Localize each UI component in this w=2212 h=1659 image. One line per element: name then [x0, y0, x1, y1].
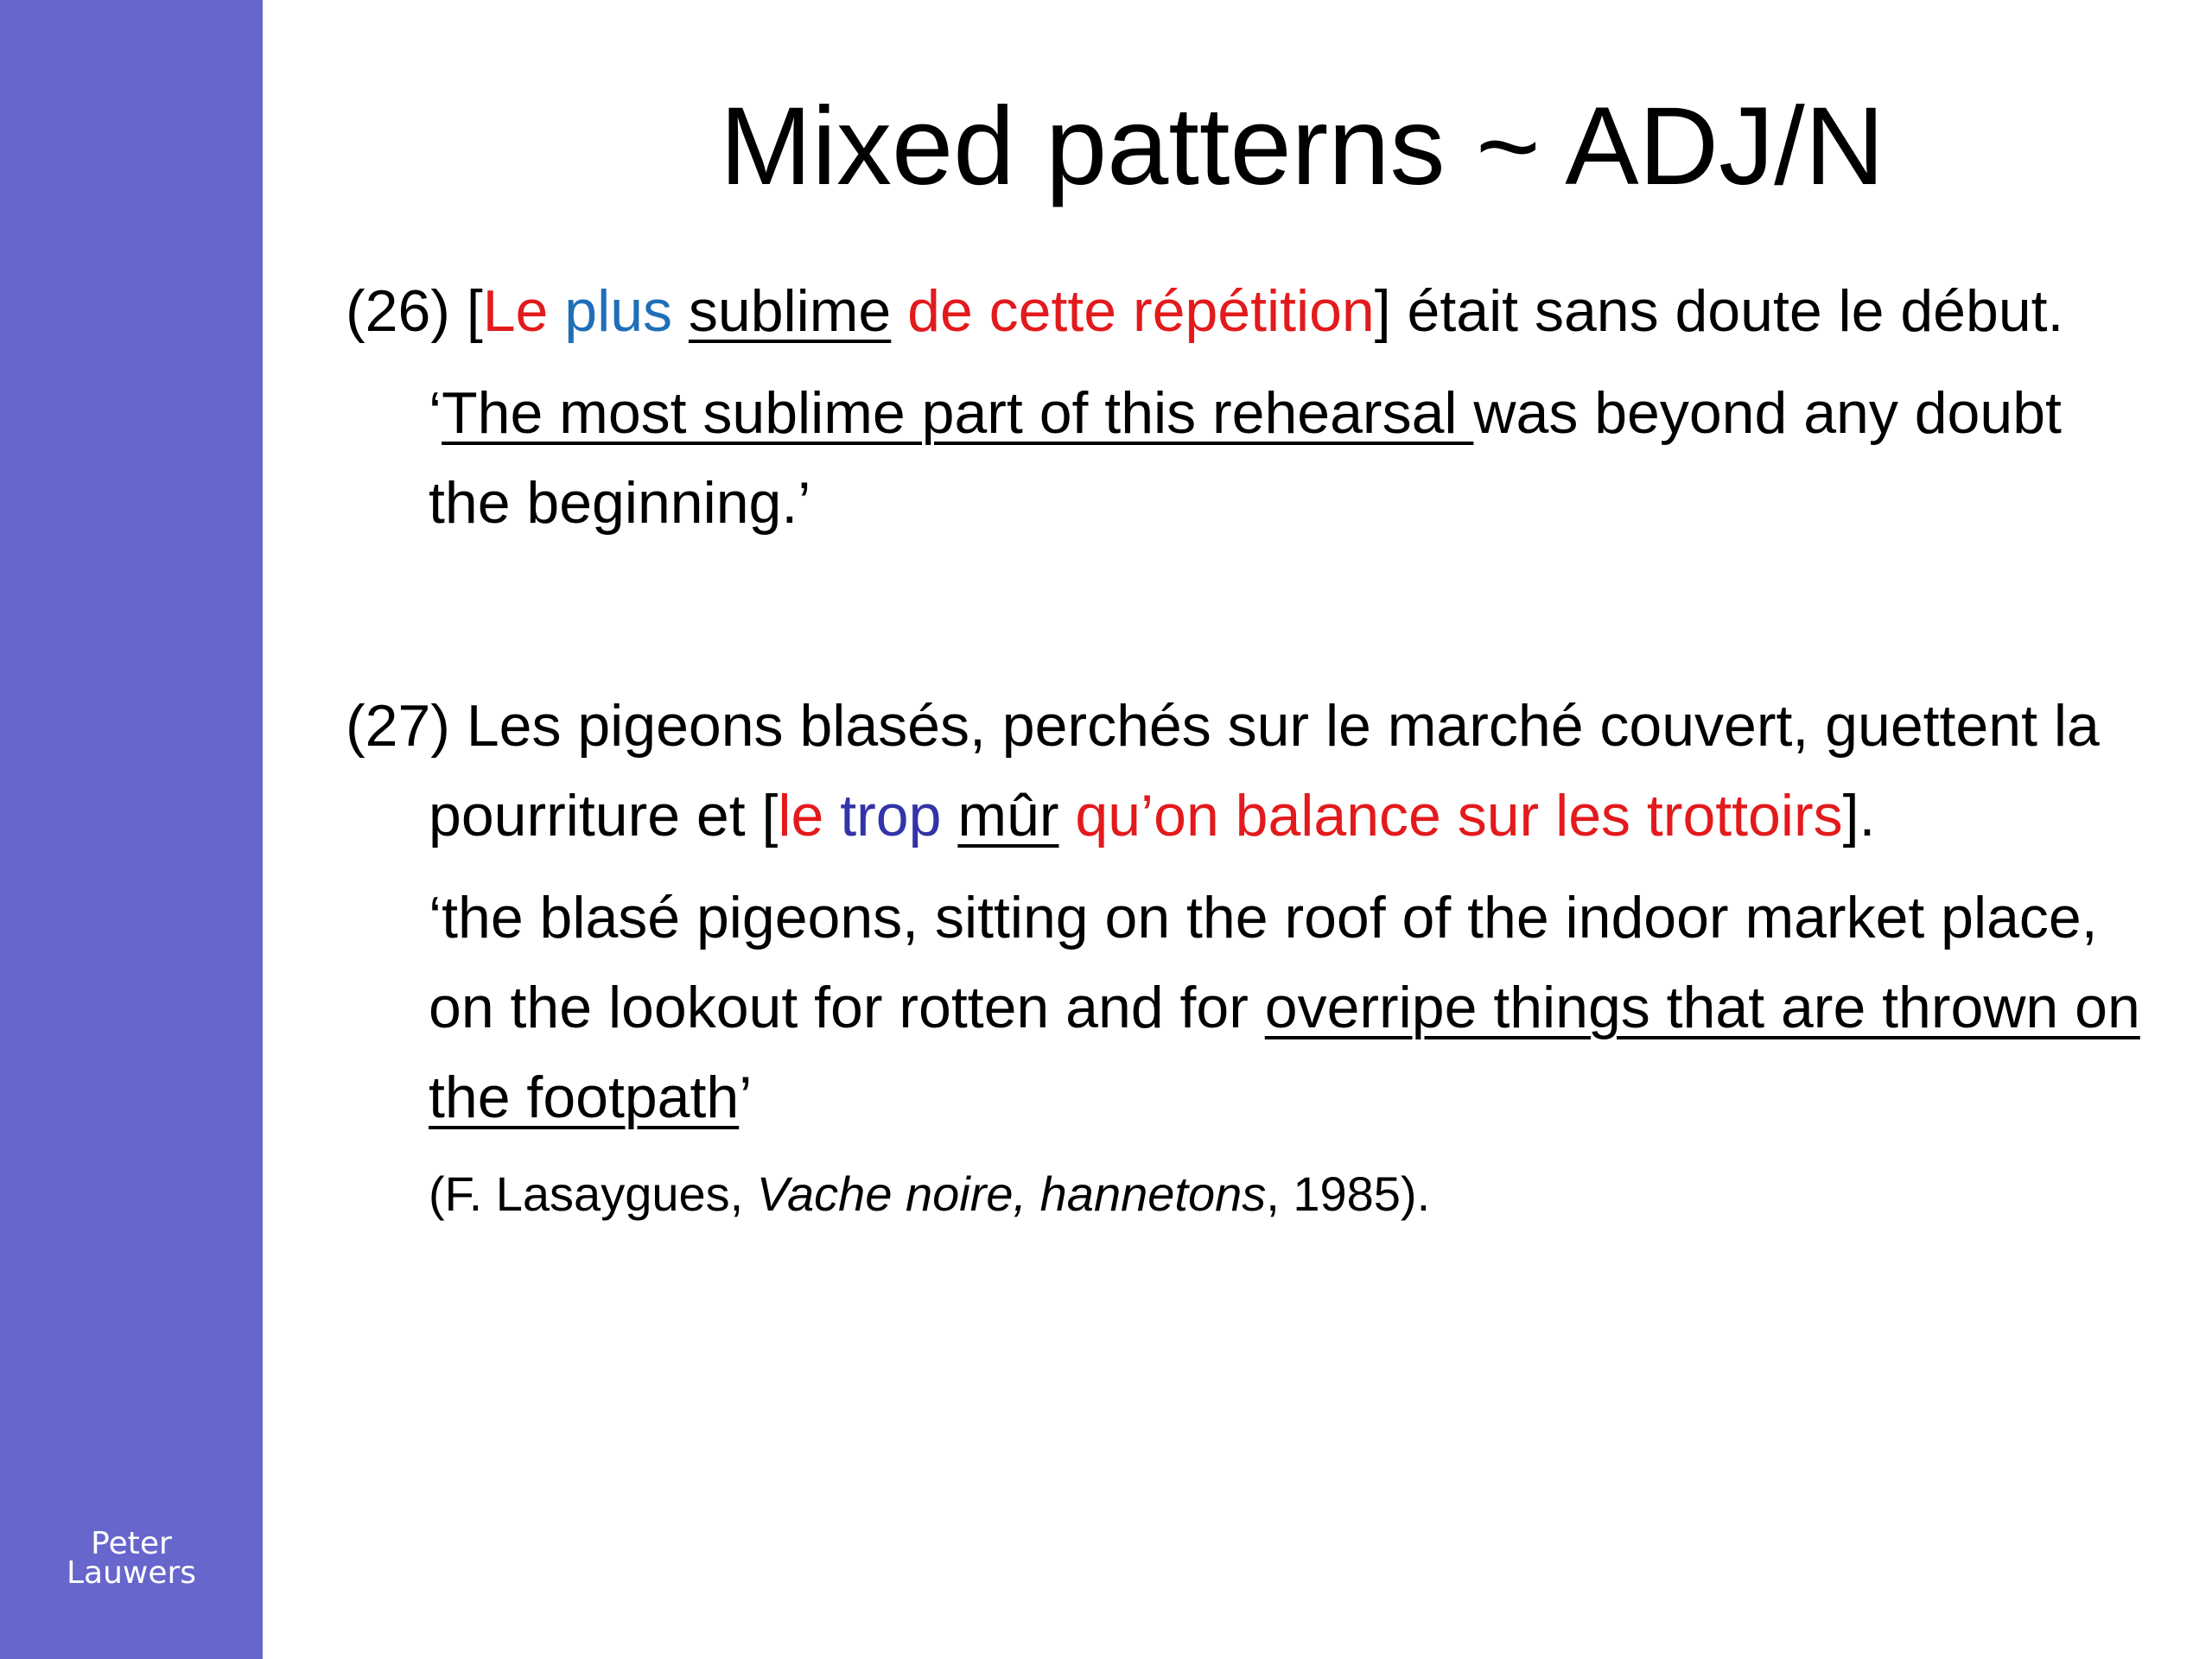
- slide-body: [346, 266, 2143, 1229]
- space: [672, 278, 689, 344]
- source-year: , 1985).: [1266, 1166, 1431, 1221]
- quote-open: ‘: [429, 380, 442, 446]
- space: [548, 278, 564, 344]
- space: [1058, 783, 1075, 849]
- source-author: (F. Lasaygues,: [429, 1166, 757, 1221]
- example-26-gloss-underlined: The most sublime part of this rehearsal: [442, 380, 1474, 446]
- example-27-relative-clause: qu’on balance sur les trottoirs: [1075, 783, 1843, 849]
- example-26-gloss: [346, 368, 2143, 548]
- example-27-rest: ].: [1842, 783, 1876, 849]
- example-27-label: (27) Les pigeons blasés, perchés sur le marché couvert, guettent la pourriture et [: [346, 693, 2100, 849]
- slide-title: Mixed patterns ~ ADJ/N: [719, 85, 1885, 208]
- space: [941, 783, 957, 849]
- author-credit: [0, 1526, 263, 1591]
- example-27-gloss-start: ‘the blasé pigeons, sitting on the roof of the indoor market place, on the lookout for rotten and for: [429, 885, 2098, 1040]
- space: [823, 783, 840, 849]
- example-27-source: [346, 1160, 2143, 1229]
- sidebar: [0, 0, 263, 1659]
- example-27-gloss: [346, 873, 2143, 1142]
- author-last-name: Lauwers: [66, 1555, 197, 1591]
- example-27-determiner: le: [778, 783, 824, 849]
- example-26-adjective: sublime: [688, 278, 892, 344]
- example-26-determiner: Le: [482, 278, 549, 344]
- space: [891, 278, 907, 344]
- example-26-degree: plus: [564, 278, 673, 344]
- example-27-sentence: [346, 681, 2143, 861]
- example-26-label: (26) [: [346, 278, 483, 344]
- example-26-sentence: [346, 266, 2143, 356]
- author-first-name: Peter: [91, 1526, 172, 1561]
- spacer: [346, 548, 2143, 681]
- example-27-gloss-underlined: overripe things that are thrown on the footpath: [429, 975, 2140, 1130]
- example-27-degree: trop: [840, 783, 942, 849]
- example-27-adjective: mûr: [957, 783, 1059, 849]
- example-26-complement: de cette répétition: [907, 278, 1375, 344]
- example-26-gloss-rest: was beyond any doubt the beginning.’: [429, 380, 2062, 536]
- quote-close: ’: [739, 1065, 753, 1130]
- source-title: Vache noire, hannetons: [756, 1166, 1267, 1221]
- example-26-rest: ] était sans doute le début.: [1374, 278, 2064, 344]
